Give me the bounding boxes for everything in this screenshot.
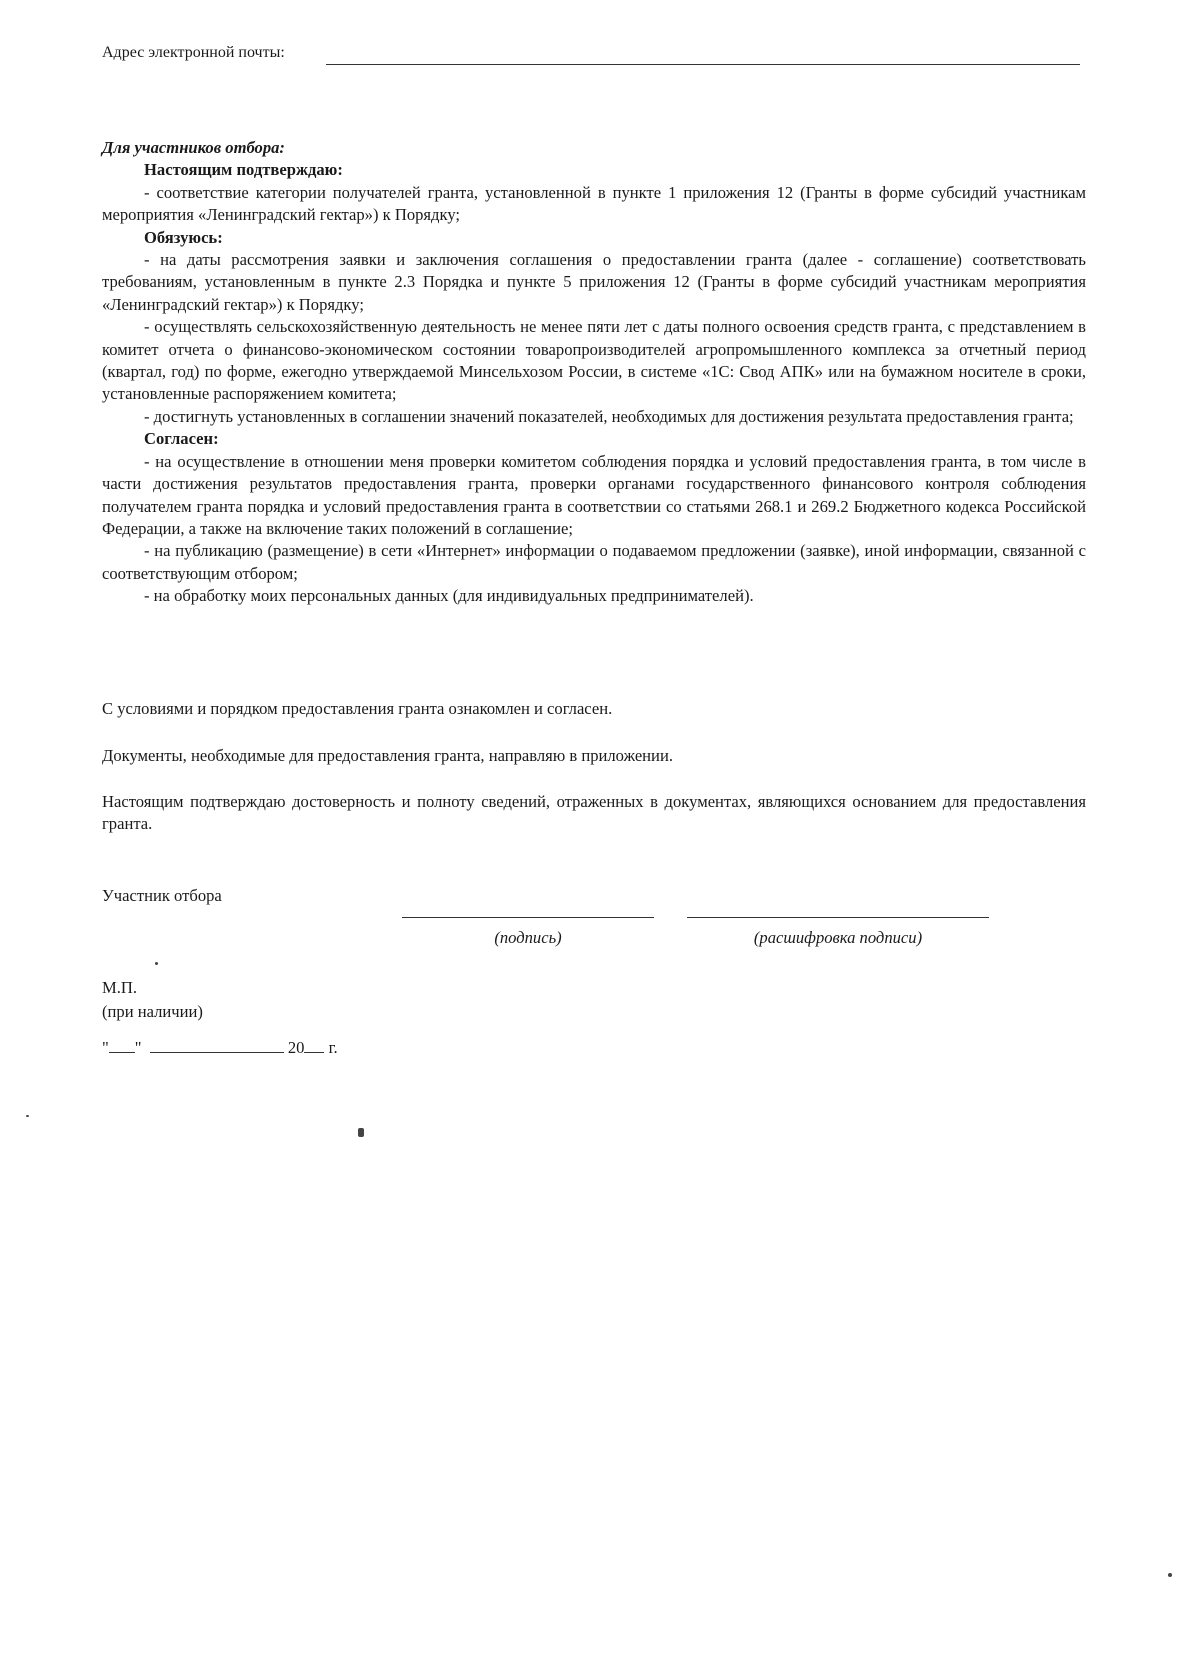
scan-speck: [26, 1115, 29, 1117]
acquainted-statement: С условиями и порядком предоставления гранта ознакомлен и согласен.: [102, 699, 613, 718]
agree-item-2: - на публикацию (размещение) в сети «Интернет» информации о подаваемом предложении (заявке), иной информации, связанной с соответствующим отбором;: [102, 541, 1086, 583]
agree-item-3: - на обработку моих персональных данных (для индивидуальных предпринимателей).: [144, 586, 754, 606]
email-blank-line[interactable]: [326, 64, 1080, 65]
stamp-label: М.П.: [102, 978, 138, 997]
stamp-block: [102, 976, 203, 1024]
date-year-suffix: г.: [328, 1038, 338, 1057]
scan-speck: [358, 1128, 364, 1137]
reliability-statement: Настоящим подтверждаю достоверность и полноту сведений, отраженных в документах, являющихся основанием для предоставления гранта.: [102, 792, 1086, 834]
date-year-prefix: 20: [287, 1038, 305, 1057]
stamp-note: (при наличии): [102, 1002, 203, 1021]
date-close-quote: ": [134, 1038, 142, 1057]
confirm-item-1: - соответствие категории получателей гранта, установленной в пункте 1 приложения 12 (Гранты в форме субсидий участникам мероприятия «Ленинградский гектар») к Порядку;: [102, 182, 1086, 225]
signature-decoding-line[interactable]: [687, 917, 989, 918]
signature-decoding-caption: (расшифровка подписи): [753, 928, 923, 947]
scan-speck: [1168, 1573, 1172, 1577]
email-label: Адрес электронной почты:: [102, 44, 285, 61]
section-title: Для участников отбора:: [102, 138, 285, 157]
date-day-blank[interactable]: [109, 1052, 135, 1053]
participant-label: Участник отбора: [102, 886, 222, 905]
scan-speck: [155, 962, 158, 965]
email-field-row: [102, 44, 1080, 62]
signature-line[interactable]: [402, 917, 654, 918]
agree-item-1: - на осуществление в отношении меня проверки комитетом соблюдения порядка и условий предоставления гранта, в том числе в части достижения результатов предоставления гранта, проверки органами государственного финансового контроля соблюдения получателем гранта порядка и условий предоставления гранта в соответствии со статьями 268.1 и 269.2 Бюджетного кодекса Российской Федерации, а также на включение таких положений в соглашение;: [102, 451, 1086, 538]
date-year-blank[interactable]: [304, 1052, 324, 1053]
documents-statement: Документы, необходимые для предоставления гранта, направляю в приложении.: [102, 746, 673, 765]
date-month-blank[interactable]: [150, 1052, 284, 1053]
oblige-item-3: - достигнуть установленных в соглашении значений показателей, необходимых для достижения результата предоставления гранта;: [144, 406, 1074, 426]
participants-section: [102, 137, 1086, 608]
signature-caption: (подпись): [494, 928, 562, 947]
confirm-heading: Настоящим подтверждаю:: [144, 160, 343, 180]
oblige-heading: Обязуюсь:: [144, 227, 223, 247]
oblige-item-2: - осуществлять сельскохозяйственную деятельность не менее пяти лет с даты полного освоения средств гранта, с представлением в комитет отчета о финансово-экономическом состоянии товаропроизводителей агропромышленного комплекса за отчетный период (квартал, год) по форме, ежегодно утверждаемой Минсельхозом России, в системе «1С: Свод АПК» или на бумажном носителе в сроки, установленные распоряжением комитета;: [102, 317, 1086, 404]
date-row: [102, 1038, 338, 1058]
oblige-item-1: - на даты рассмотрения заявки и заключения соглашения о предоставлении гранта (далее - соглашение) соответствовать требованиям, установленным в пункте 2.3 Порядка и пункте 5 приложения 12 (Гранты в форме субсидий участникам мероприятия «Ленинградский гектар») к Порядку;: [102, 250, 1086, 314]
agree-heading: Согласен:: [144, 429, 219, 449]
date-open-quote: ": [102, 1038, 109, 1057]
